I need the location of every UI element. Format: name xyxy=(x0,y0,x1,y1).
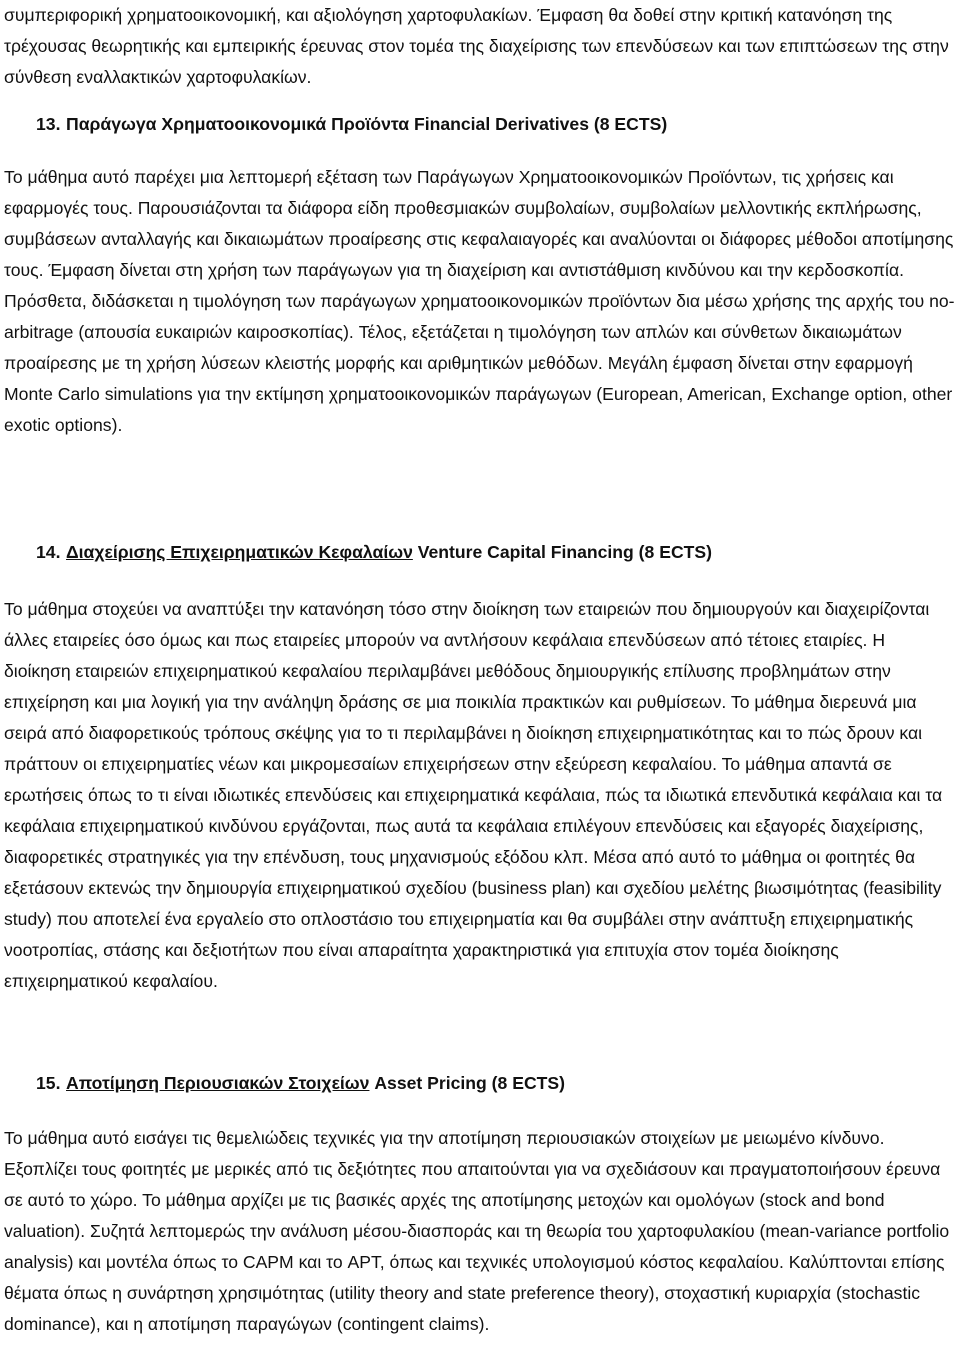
section-number: 14. xyxy=(36,542,61,562)
section-heading xyxy=(4,112,956,136)
section-title: Αποτίμηση Περιουσιακών Στοιχείων xyxy=(66,1073,370,1093)
course-section-13 xyxy=(4,112,956,441)
section-heading xyxy=(4,540,956,564)
intro-text: συμπεριφορική χρηματοοικονομική, και αξιολόγηση χαρτοφυλακίων. Έμφαση θα δοθεί στην κριτική κατανόηση της τρέχουσας θεωρητικής και εμπειρικής έρευνας στον τομέα της διαχείρισης των επενδύσεων και των επιπτώσεων της στην σύνθεση εναλλακτικών χαρτοφυλακίων. xyxy=(4,5,949,87)
intro-paragraph xyxy=(4,0,956,93)
section-body: Το μάθημα αυτό παρέχει μια λεπτομερή εξέταση των Παράγωγων Χρηματοοικονομικών Προϊόντων, τις χρήσεις και εφαρμογές τους. Παρουσιάζονται τα διάφορα είδη προθεσμιακών συμβολαίων, συμβολαίων μελλοντικής εκπλήρωσης, συμβάσεων ανταλλαγής και δικαιωμάτων προαίρεσης στις κεφαλαιαγορές και αναλύονται οι διάφορες μέθοδοι αποτίμησης τους. Έμφαση δίνεται στη χρήση των παράγωγων για τη διαχείριση και αντιστάθμιση κινδύνου και την κερδοσκοπία. Πρόσθετα, διδάσκεται η τιμολόγηση των παράγωγων χρηματοοικονομικών προϊόντων δια μέσω χρήσης της αρχής του no-arbitrage (απουσία ευκαιριών καιροσκοπίας). Τέλος, εξετάζεται η τιμολόγηση των απλών και σύνθετων δικαιωμάτων προαίρεσης με τη χρήση λύσεων κλειστής μορφής και αριθμητικών μεθόδων. Μεγάλη έμφαση δίνεται στην εφαρμογή Monte Carlo simulations για την εκτίμηση χρηματοοικονομικών παράγωγων (European, American, Exchange option, other exotic options). xyxy=(4,167,955,435)
section-title: Διαχείρισης Επιχειρηματικών Κεφαλαίων xyxy=(66,542,413,562)
section-body: Το μάθημα στοχεύει να αναπτύξει την κατανόηση τόσο στην διοίκηση των εταιρειών που δημιουργούν και διαχειρίζονται άλλες εταιρείες όσο όμως και πως εταιρείες μπορούν να αντλήσουν κεφάλαια επενδύσεων από τέτοιες εταιρίες. Η διοίκηση εταιρειών επιχειρηματικού κεφαλαίου περιλαμβάνει μεθόδους δημιουργικής επίλυσης προβλημάτων στην επιχείρηση και μια λογική για την ανάληψη δράσης σε μια ποικιλία πρακτικών και ρυθμίσεων. Το μάθημα διερευνά μια σειρά από διαφορετικούς τρόπους σκέψης για το τι περιλαμβάνει η διοίκηση επιχειρηματικότητας και το πώς δρουν και πράττουν οι επιχειρηματίες νέων και μικρομεσαίων επιχειρήσεων στην εξεύρεση κεφαλαίου. Το μάθημα απαντά σε ερωτήσεις όπως το τι είναι ιδιωτικές επενδύσεις και επιχειρηματικά κεφάλαια, πώς τα ιδιωτικά επενδυτικά κεφάλαια και τα κεφάλαια επιχειρηματικού κινδύνου εργάζονται, πως αυτά τα κεφάλαια επιλέγουν επενδύσεις και εξαγορές διαχείρισης, διαφορετικές στρατηγικές για την επένδυση, τους μηχανισμούς εξόδου κλπ. Μέσα από αυτό το μάθημα οι φοιτητές θα εξετάσουν εκτενώς την δημιουργία επιχειρηματικού σχεδίου (business plan) και σχεδίου μελέτης βιωσιμότητας (feasibility study) που αποτελεί ένα εργαλείο στο οπλοστάσιο του επιχειρηματία και θα συμβάλει στην ανάπτυξη επιχειρηματικής νοοτροπίας, στάσης και δεξιοτήτων που είναι απαραίτητα χαρακτηριστικά για επιτυχία στον τομέα διοίκησης επιχειρηματικού κεφαλαίου. xyxy=(4,599,943,991)
section-number: 15. xyxy=(36,1073,61,1093)
section-number: 13. xyxy=(36,114,61,134)
course-section-14 xyxy=(4,540,956,997)
course-section-15 xyxy=(4,1071,956,1340)
section-body: Το μάθημα αυτό εισάγει τις θεμελιώδεις τεχνικές για την αποτίμηση περιουσιακών στοιχείων με μειωμένο κίνδυνο. Εξοπλίζει τους φοιτητές με μερικές από τις δεξιότητες που απαιτούνται για να σχεδιάσουν και πραγματοποιήσουν έρευνα σε αυτό το χώρο. Το μάθημα αρχίζει με τις βασικές αρχές της αποτίμησης μετοχών και ομολόγων (stock and bond valuation). Συζητά λεπτομερώς την ανάλυση μέσου-διασποράς και τη θεωρία του χαρτοφυλακίου (mean-variance portfolio analysis) και μοντέλα όπως το CAPM και το APT, όπως και τεχνικές υπολογισμού κόστος κεφαλαίου. Καλύπτονται επίσης θέματα όπως η συνάρτηση χρησιμότητας (utility theory and state preference theory), στοχαστική κυριαρχία (stochastic dominance), και η αποτίμηση παραγώγων (contingent claims). xyxy=(4,1128,950,1334)
section-title: Παράγωγα Χρηματοοικονομικά Προϊόντα Financial Derivatives (8 ECTS) xyxy=(66,114,668,134)
section-title-english: Venture Capital Financing (8 ECTS) xyxy=(417,542,712,562)
section-heading xyxy=(4,1071,956,1095)
section-title-english: Asset Pricing (8 ECTS) xyxy=(374,1073,565,1093)
